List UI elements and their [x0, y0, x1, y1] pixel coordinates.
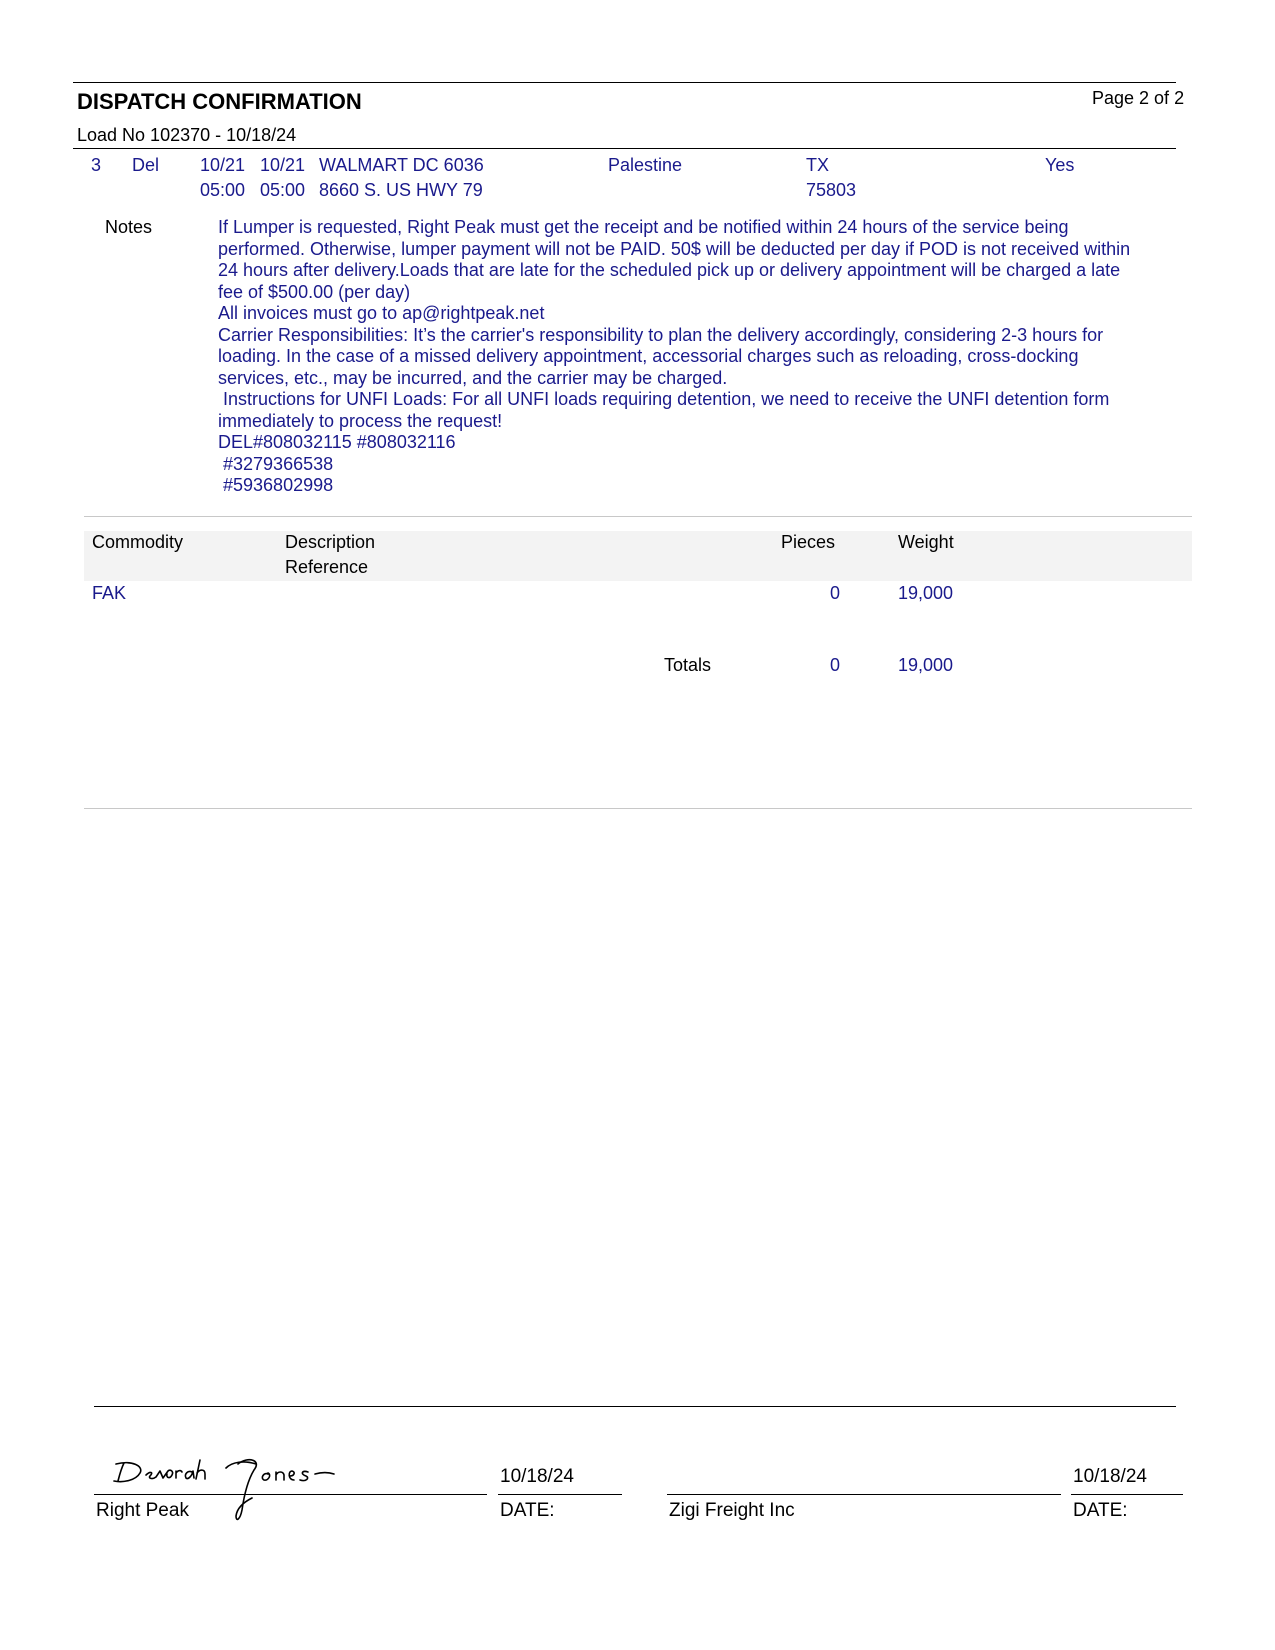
totals-weight: 19,000 — [898, 655, 954, 675]
row-commodity: FAK — [92, 583, 127, 603]
col-header-weight: Weight — [898, 532, 954, 552]
party-left-name: Right Peak — [96, 1500, 189, 1521]
stop-city: Palestine — [608, 155, 683, 175]
section-divider — [84, 516, 1192, 517]
stop-location-name: WALMART DC 6036 — [319, 155, 484, 175]
totals-pieces: 0 — [829, 655, 840, 675]
notes-line: 24 hours after delivery.Loads that are late for the scheduled pick up or delivery appointment will be charged a late — [218, 260, 1121, 280]
load-number: Load No 102370 - 10/18/24 — [77, 125, 297, 145]
notes-line: All invoices must go to ap@rightpeak.net — [218, 303, 545, 323]
notes-line: #5936802998 — [218, 475, 334, 495]
notes-line: Carrier Responsibilities: It’s the carrier's responsibility to plan the delivery accordingly, considering 2-3 hours for — [218, 324, 1104, 345]
date-right-value: 10/18/24 — [1073, 1466, 1147, 1487]
notes-line: If Lumper is requested, Right Peak must get the receipt and be notified within 24 hours of the service being — [218, 217, 1069, 237]
stop-flag: Yes — [1045, 155, 1075, 175]
date-left-value: 10/18/24 — [500, 1466, 574, 1487]
stop-state: TX — [806, 155, 830, 175]
page-number: Page 2 of 2 — [1092, 88, 1185, 108]
col-header-pieces: Pieces — [781, 532, 836, 552]
stop-time-to: 05:00 — [260, 180, 306, 200]
notes-line: loading. In the case of a missed delivery appointment, accessorial charges such as reloading, cross-docking — [218, 346, 1079, 366]
table-bottom-divider — [84, 808, 1192, 809]
stop-number: 3 — [91, 155, 102, 175]
notes-text — [218, 217, 1178, 497]
date-left-label: DATE: — [500, 1500, 555, 1521]
stop-type: Del — [132, 155, 160, 175]
notes-label: Notes — [105, 217, 153, 237]
document-title: DISPATCH CONFIRMATION — [77, 89, 362, 114]
col-header-reference: Reference — [285, 557, 369, 577]
signature-line-right — [667, 1494, 1061, 1495]
stop-zip: 75803 — [806, 180, 857, 200]
notes-line: DEL#808032115 #808032116 — [218, 432, 456, 452]
totals-label: Totals — [664, 655, 712, 675]
stop-date-from: 10/21 — [200, 155, 246, 175]
date-right-label: DATE: — [1073, 1500, 1128, 1521]
stop-address: 8660 S. US HWY 79 — [319, 180, 483, 200]
notes-line: immediately to process the request! — [218, 410, 503, 431]
stop-time-from: 05:00 — [200, 180, 246, 200]
col-header-commodity: Commodity — [92, 532, 184, 552]
header-bottom-rule — [73, 148, 1176, 149]
notes-line: fee of $500.00 (per day) — [218, 281, 411, 302]
row-weight: 19,000 — [898, 583, 954, 603]
party-right-name: Zigi Freight Inc — [669, 1500, 795, 1521]
commodity-table-header — [84, 531, 1192, 581]
col-header-description: Description — [285, 532, 376, 552]
notes-line: #3279366538 — [218, 453, 334, 474]
row-pieces: 0 — [829, 583, 840, 603]
notes-line: services, etc., may be incurred, and the carrier may be charged. — [218, 367, 728, 388]
signature-top-rule — [94, 1406, 1176, 1407]
notes-line: performed. Otherwise, lumper payment will not be PAID. 50$ will be deducted per day if POD is not received within — [218, 238, 1131, 259]
date-line-right — [1071, 1494, 1183, 1495]
signature-line-left — [94, 1494, 487, 1495]
stop-date-to: 10/21 — [260, 155, 306, 175]
notes-line: Instructions for UNFI Loads: For all UNFI loads requiring detention, we need to receive the UNFI detention form — [218, 389, 1110, 409]
header-top-rule — [73, 82, 1176, 83]
date-line-left — [498, 1494, 622, 1495]
